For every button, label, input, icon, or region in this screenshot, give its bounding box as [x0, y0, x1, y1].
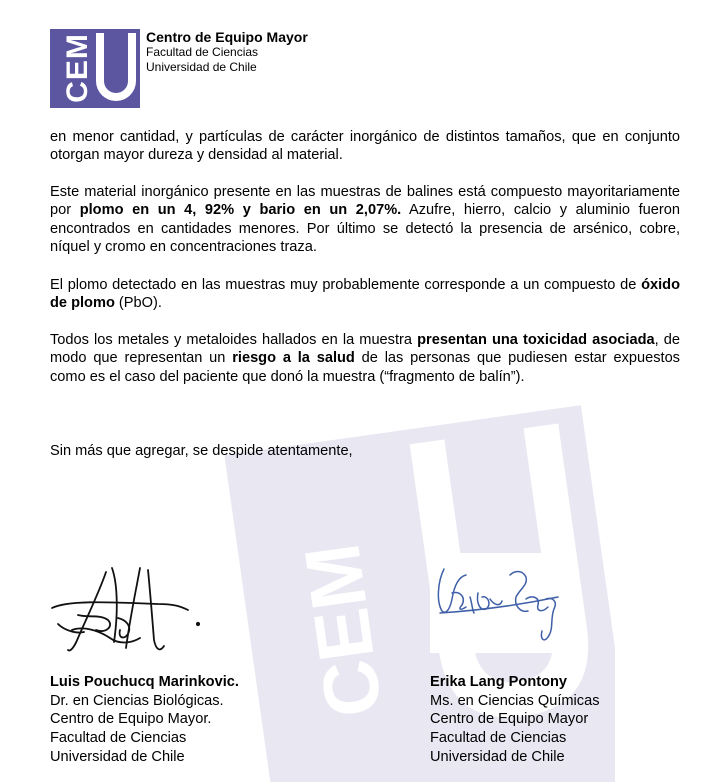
- signer-2-name: Erika Lang Pontony: [430, 674, 568, 690]
- paragraph-1: en menor cantidad, y partículas de carácter inorgánico de distintos tamaños, que en conjunto otorgan mayor dureza y densidad al material.: [50, 129, 680, 164]
- signer-1-center: Centro de Equipo Mayor.: [50, 711, 212, 728]
- signer-2-center: Centro de Equipo Mayor: [430, 711, 589, 728]
- cem-logo: [50, 29, 140, 108]
- logo-u-shape: [96, 33, 136, 101]
- paragraph-4: [50, 331, 680, 386]
- p4-text-c: , de modo que representan un: [50, 332, 681, 367]
- signer-1-university: Universidad de Chile: [50, 748, 185, 765]
- signature-1: [48, 560, 208, 660]
- signer-2-faculty: Facultad de Ciencias: [430, 730, 567, 747]
- signer-1-block: [50, 673, 239, 767]
- signer-1-faculty: Facultad de Ciencias: [50, 730, 187, 747]
- p4-text-e: de las personas que pudiesen estar expuestos como es el caso del paciente que donó la muestra (“fragmento de balín”).: [50, 350, 680, 385]
- paragraph-3: [50, 276, 680, 313]
- p3-text-c: (PbO).: [114, 295, 162, 312]
- logo-text: CEM: [61, 33, 94, 103]
- p4-bold-a: presentan una toxicidad asociada: [417, 332, 655, 348]
- signer-2-block: [430, 673, 600, 767]
- signer-2-university: Universidad de Chile: [430, 748, 565, 765]
- p3-bold: óxido de plomo: [50, 277, 680, 312]
- p2-bold: plomo en un 4, 92% y bario en un 2,07%.: [79, 202, 402, 219]
- signer-1-title: Dr. en Ciencias Biológicas.: [50, 692, 224, 709]
- p2-text-a: Este material inorgánico presente en las muestras de balines está compuesto mayoritariamente por: [50, 184, 680, 219]
- faculty-name: Facultad de Ciencias: [146, 45, 259, 59]
- watermark-text: CEM: [287, 538, 399, 723]
- signer-2-title: Ms. en Ciencias Químicas: [430, 692, 600, 709]
- signer-1-name: Luis Pouchucq Marinkovic.: [50, 674, 239, 690]
- p4-bold-b: riesgo a la salud: [232, 350, 355, 367]
- p2-text-c: Azufre, hierro, calcio y aluminio fueron encontrados en cantidades menores. Por último se detectó la presencia de arsénico, cobre, níquel y cromo en concentraciones traza.: [50, 202, 680, 255]
- university-name: Universidad de Chile: [146, 60, 257, 74]
- signature-2: [430, 553, 570, 653]
- p4-text-a: Todos los metales y metaloides hallados en la muestra: [50, 332, 418, 348]
- paragraph-2: [50, 183, 680, 256]
- institution-header: [146, 29, 308, 75]
- p3-text-a: El plomo detectado en las muestras muy probablemente corresponde a un compuesto de: [50, 277, 642, 293]
- closing-line: Sin más que agregar, se despide atentamente,: [50, 443, 353, 459]
- institution-name: Centro de Equipo Mayor: [146, 29, 308, 45]
